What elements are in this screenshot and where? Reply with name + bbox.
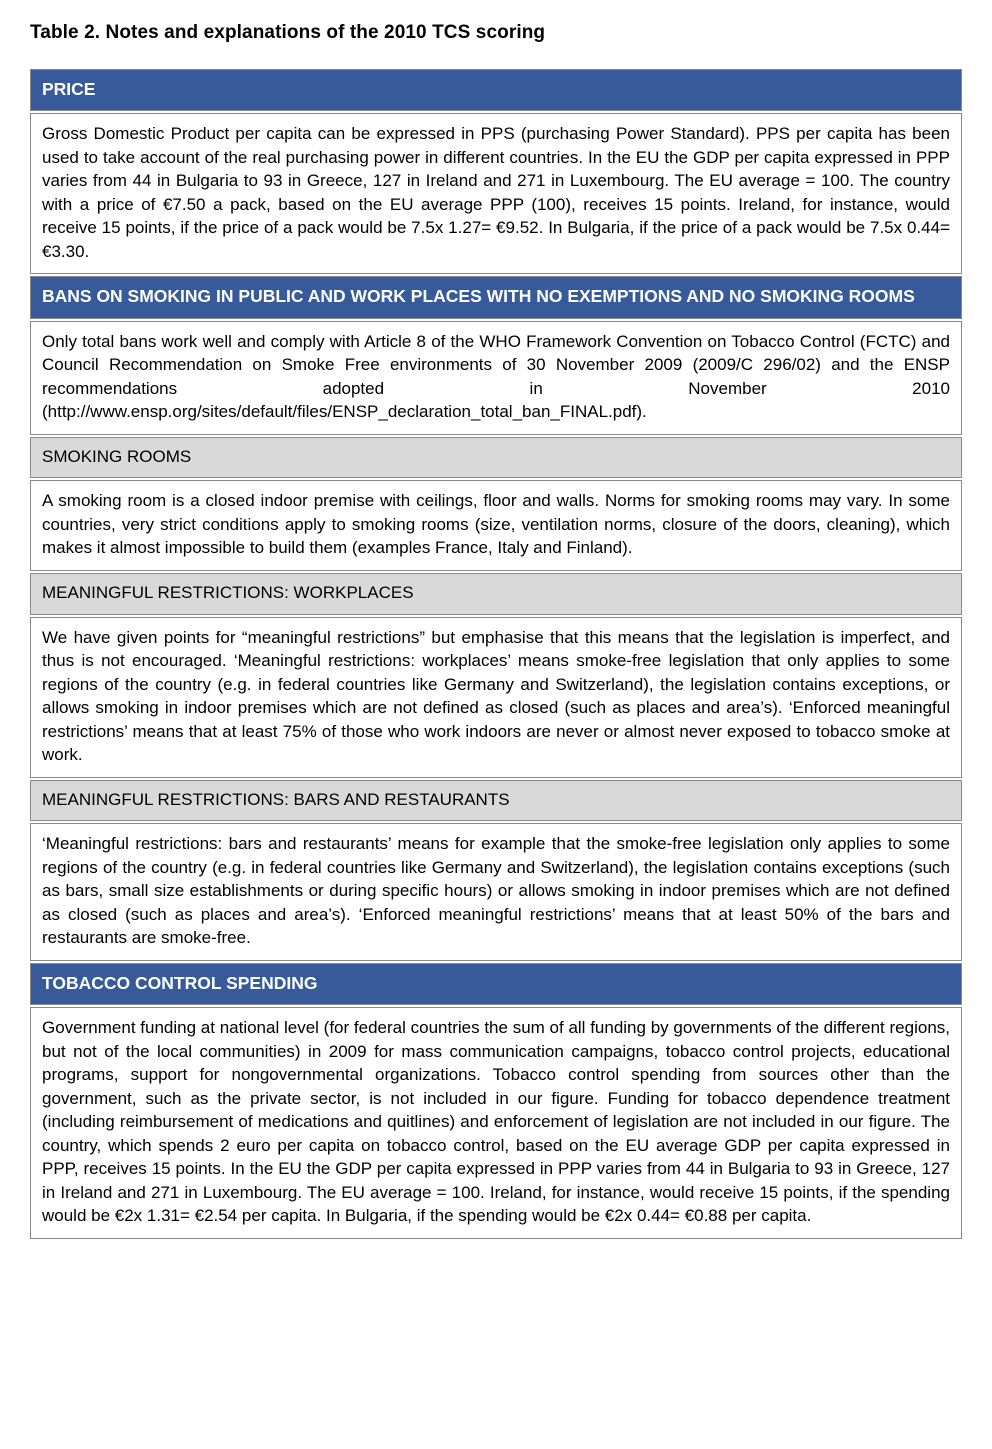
- section-tobacco-control-spending: [30, 963, 962, 1239]
- section-body-tobacco-control-spending: Government funding at national level (for federal countries the sum of all funding by governments of the different regions, but not of the local communities) in 2009 for mass communication campaigns, tobacco control projects, educational programs, support for nongovernmental organizations. Tobacco control spending from sources other than the government, such as the private sector, is not included in our figure. Funding for tobacco dependence treatment (including reimbursement of medications and quitlines) and enforcement of legislation are not included in our figure. The country, which spends 2 euro per capita on tobacco control, based on the EU average GDP per capita expressed in PPP, receives 15 points. In the EU the GDP per capita expressed in PPP varies from 44 in Bulgaria to 93 in Greece, 127 in Ireland and 271 in Luxembourg. The EU average = 100. Ireland, for instance, would receive 15 points, if the spending would be €2x 1.31= €2.54 per capita. In Bulgaria, if the spending would be €2x 0.44= €0.88 per capita.: [30, 1007, 962, 1239]
- table-caption: Table 2. Notes and explanations of the 2010 TCS scoring: [30, 22, 546, 43]
- section-header-price: PRICE: [30, 69, 962, 111]
- section-restrictions-workplaces: [30, 573, 962, 778]
- section-header-tobacco-control-spending: TOBACCO CONTROL SPENDING: [30, 963, 962, 1005]
- section-header-bans-on-smoking: BANS ON SMOKING IN PUBLIC AND WORK PLACES WITH NO EXEMPTIONS AND NO SMOKING ROOMS: [30, 276, 962, 318]
- section-body-restrictions-bars-restaurants: ‘Meaningful restrictions: bars and restaurants’ means for example that the smoke-free legislation only applies to some regions of the country (e.g. in federal countries like Germany and Switzerland), the legislation contains exceptions (such as bars, small size establishments or during specific hours) or allows smoking in indoor premises which are not defined as closed (such as places and area’s). ‘Enforced meaningful restrictions’ means that at least 50% of the bars and restaurants are smoke-free.: [30, 823, 962, 961]
- notes-table: [30, 69, 962, 1239]
- section-restrictions-bars-restaurants: [30, 780, 962, 961]
- section-smoking-rooms: [30, 437, 962, 571]
- section-body-price: Gross Domestic Product per capita can be expressed in PPS (purchasing Power Standard). PPS per capita has been used to take account of the real purchasing power in different countries. In the EU the GDP per capita expressed in PPP varies from 44 in Bulgaria to 93 in Greece, 127 in Ireland and 271 in Luxembourg. The EU average = 100. The country with a price of €7.50 a pack, based on the EU average PPP (100), receives 15 points. Ireland, for instance, would receive 15 points, if the price of a pack would be 7.5x 1.27= €9.52. In Bulgaria, if the price of a pack would be 7.5x 0.44= €3.30.: [30, 113, 962, 274]
- section-price: [30, 69, 962, 274]
- section-body-smoking-rooms: A smoking room is a closed indoor premise with ceilings, floor and walls. Norms for smoking rooms may vary. In some countries, very strict conditions apply to smoking rooms (size, ventilation norms, closure of the doors, cleaning), which makes it almost impossible to build them (examples France, Italy and Finland).: [30, 480, 962, 571]
- section-header-smoking-rooms: SMOKING ROOMS: [30, 437, 962, 479]
- section-body-bans-on-smoking: Only total bans work well and comply with Article 8 of the WHO Framework Convention on Tobacco Control (FCTC) and Council Recommendation on Smoke Free environments of 30 November 2009 (2009/C 296/02) and the ENSP recommendations adopted in November 2010 (http://www.ensp.org/sites/default/files/ENSP_declaration_total_ban_FINAL.pdf).: [30, 321, 962, 435]
- section-body-restrictions-workplaces: We have given points for “meaningful restrictions” but emphasise that this means that the legislation is imperfect, and thus is not encouraged. ‘Meaningful restrictions: workplaces’ means smoke-free legislation that only applies to some regions of the country (e.g. in federal countries like Germany and Switzerland), the legislation contains exceptions, or allows smoking in indoor premises which are not defined as closed (such as places and area’s). ‘Enforced meaningful restrictions’ means that at least 75% of those who work indoors are never or almost never exposed to tobacco smoke at work.: [30, 617, 962, 778]
- section-bans-on-smoking: [30, 276, 962, 434]
- section-header-restrictions-bars-restaurants: MEANINGFUL RESTRICTIONS: BARS AND RESTAURANTS: [30, 780, 962, 822]
- section-header-restrictions-workplaces: MEANINGFUL RESTRICTIONS: WORKPLACES: [30, 573, 962, 615]
